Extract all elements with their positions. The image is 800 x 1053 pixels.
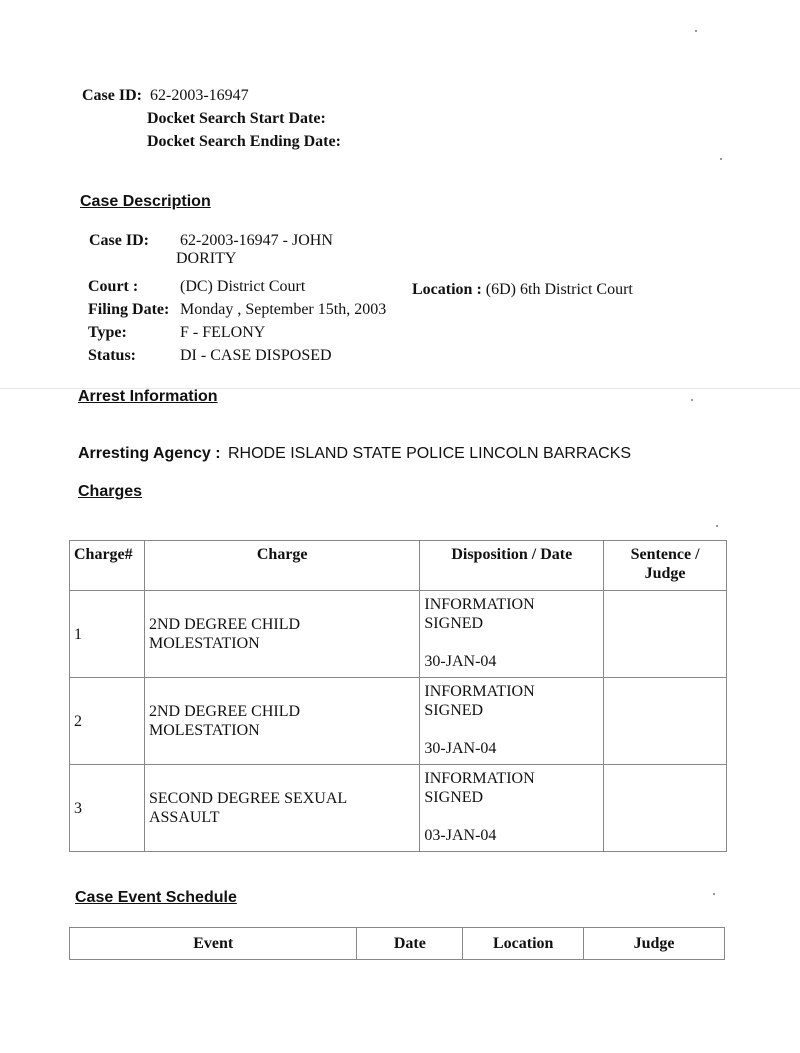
cd-status-label: Status: [88,347,137,364]
cd-case-id-value-line1: 62-2003-16947 - JOHN [180,232,333,249]
col-date: Date [357,928,463,960]
cd-filing-date-label: Filing Date: [88,301,170,318]
disposition-line2: SIGNED [424,702,484,719]
disposition-line1: INFORMATION [424,596,535,613]
table-row [70,678,727,765]
col-sentence [604,541,727,591]
event-schedule-table [69,927,725,960]
charge-sentence [604,678,727,765]
arresting-agency-label: Arresting Agency : [78,445,221,462]
charge-desc [144,765,419,852]
case-description-heading: Case Description [80,193,211,210]
cd-filing-date-value: Monday , September 15th, 2003 [180,301,387,318]
charge-desc-line2: ASSAULT [148,809,220,826]
cd-case-id-label: Case ID: [89,232,149,249]
scan-speck [716,525,718,527]
col-charge: Charge [144,541,419,591]
charge-desc [144,591,419,678]
col-location: Location [463,928,584,960]
scan-speck [691,399,693,401]
cd-case-id-value-line2: DORITY [176,250,237,267]
scan-speck [720,158,722,160]
charge-disposition [420,591,604,678]
scan-speck [695,30,697,32]
docket-start-label: Docket Search Start Date: [147,110,326,127]
charge-desc [144,678,419,765]
charge-disposition [420,765,604,852]
cd-court-label: Court : [88,278,139,295]
charge-sentence [604,765,727,852]
cd-type-label: Type: [88,324,127,341]
charge-num: 2 [70,678,145,765]
table-row [70,591,727,678]
charge-num: 1 [70,591,145,678]
charge-desc-line2: MOLESTATION [148,722,260,739]
col-sentence-line2: Judge [644,565,686,582]
charges-header-row [70,541,727,591]
case-event-schedule-heading: Case Event Schedule [75,889,237,906]
disposition-date: 30-JAN-04 [424,740,497,757]
charge-num: 3 [70,765,145,852]
header-case-id-label: Case ID: [82,87,142,104]
charge-desc-line1: 2ND DEGREE CHILD [148,703,301,720]
disposition-date: 03-JAN-04 [424,827,497,844]
cd-location-value: (6D) 6th District Court [485,281,633,298]
header-case-id [82,87,249,105]
col-disposition: Disposition / Date [420,541,604,591]
cd-court-value: (DC) District Court [180,278,306,295]
charge-disposition [420,678,604,765]
col-sentence-line1: Sentence / [630,546,700,563]
event-header-row [70,928,725,960]
arresting-agency [78,445,631,463]
cd-status-value: DI - CASE DISPOSED [180,347,332,364]
header-case-id-value: 62-2003-16947 [150,87,249,104]
disposition-line1: INFORMATION [424,683,535,700]
col-event: Event [70,928,357,960]
scan-speck [713,893,715,895]
disposition-line2: SIGNED [424,615,484,632]
col-charge-num: Charge# [70,541,145,591]
table-row [70,765,727,852]
disposition-line1: INFORMATION [424,770,535,787]
charge-desc-line2: MOLESTATION [148,635,260,652]
docket-end-label: Docket Search Ending Date: [147,133,341,150]
col-judge: Judge [584,928,725,960]
charges-heading: Charges [78,483,143,500]
charges-table [69,540,727,852]
arresting-agency-value: RHODE ISLAND STATE POLICE LINCOLN BARRACKS [228,445,632,462]
charge-desc-line1: SECOND DEGREE SEXUAL [148,790,348,807]
arrest-information-heading: Arrest Information [78,388,218,405]
charge-desc-line1: 2ND DEGREE CHILD [148,616,301,633]
disposition-date: 30-JAN-04 [424,653,497,670]
cd-location [412,281,633,299]
charge-sentence [604,591,727,678]
cd-type-value: F - FELONY [180,324,266,341]
disposition-line2: SIGNED [424,789,484,806]
cd-location-label: Location : [412,281,482,298]
